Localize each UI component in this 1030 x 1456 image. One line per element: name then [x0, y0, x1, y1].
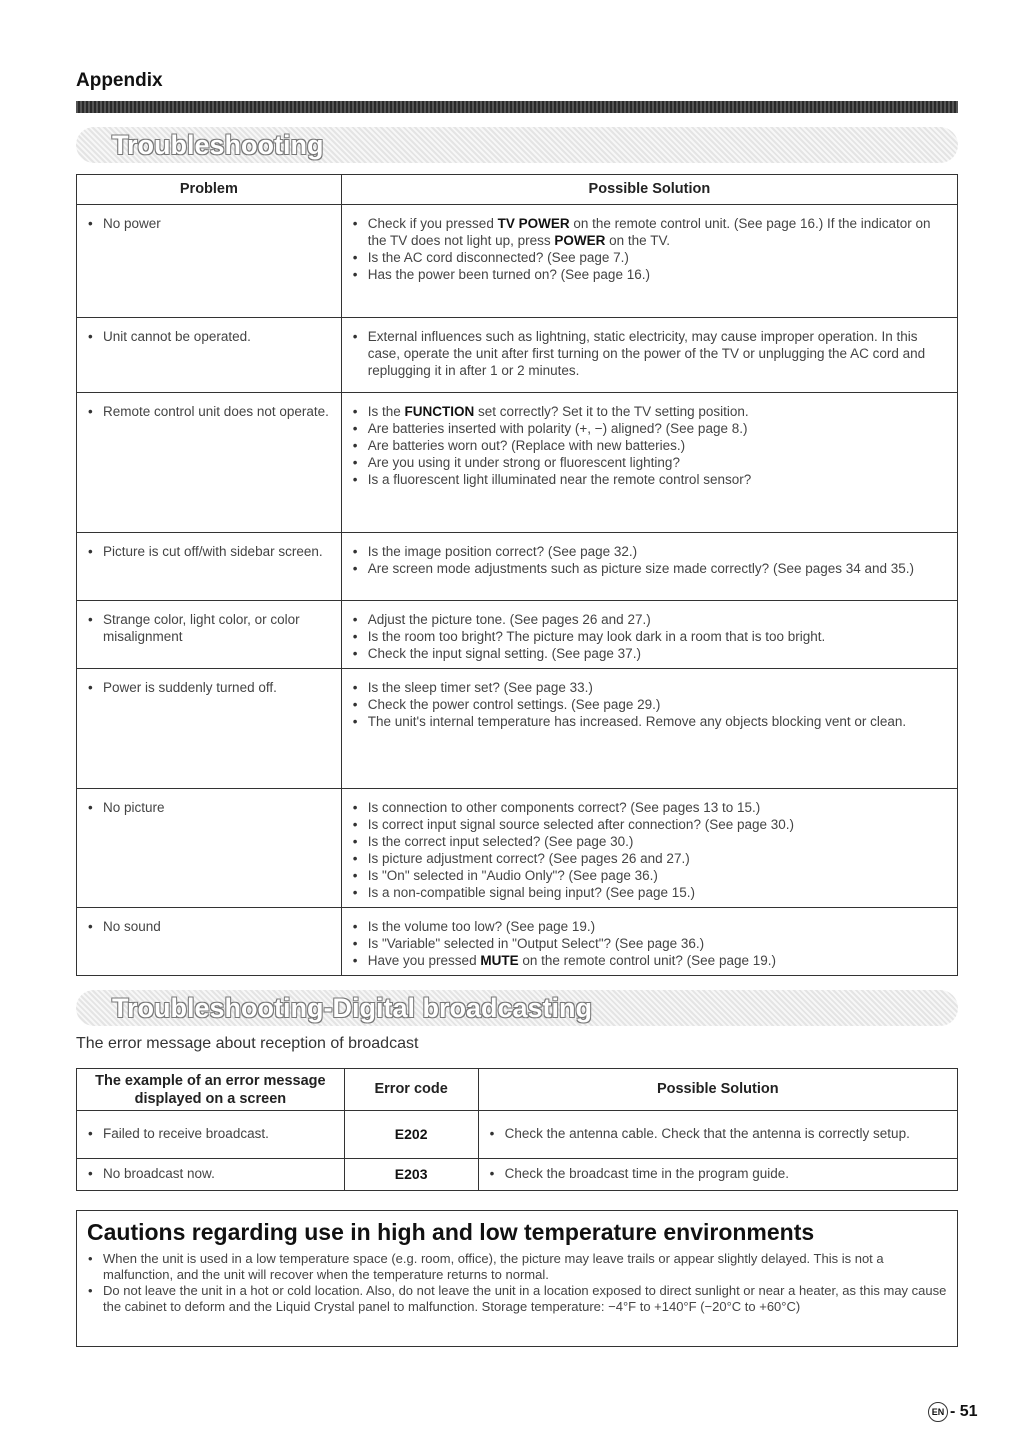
solution-item: • Check if you pressed TV POWER on the remote control unit. (See page 16.) If the indicator on the TV does not light up, press POWER on the TV.	[352, 215, 953, 249]
page-number	[928, 1402, 978, 1422]
solution-item: • Check the input signal setting. (See page 37.)	[352, 645, 953, 662]
error-solution-text: • Check the broadcast time in the program guide.	[489, 1165, 953, 1182]
problem-text: • No sound	[87, 918, 335, 935]
troubleshooting-title: Troubleshooting	[112, 130, 324, 160]
col-error-message: The example of an error message displayed on a screen	[77, 1069, 345, 1111]
solution-item: • Are batteries worn out? (Replace with new batteries.)	[352, 437, 953, 454]
solution-item: • Is correct input signal source selected after connection? (See page 30.)	[352, 816, 953, 833]
cautions-list	[87, 1251, 947, 1315]
problem-cell	[77, 318, 342, 393]
solution-cell	[341, 533, 957, 601]
problem-text: • No power	[87, 215, 335, 232]
solution-item: • Is a non-compatible signal being input? (See page 15.)	[352, 884, 953, 901]
solution-item: • Is the sleep timer set? (See page 33.)	[352, 679, 953, 696]
solution-cell	[341, 908, 957, 976]
troubleshooting-banner	[76, 127, 958, 163]
problem-text: • Remote control unit does not operate.	[87, 403, 335, 420]
table-row	[77, 669, 958, 789]
solution-item: • Are you using it under strong or fluorescent lighting?	[352, 454, 953, 471]
solution-cell	[341, 789, 957, 908]
cautions-box	[76, 1210, 958, 1347]
error-solution-cell	[478, 1159, 957, 1191]
table-row	[77, 205, 958, 318]
solution-item: • The unit's internal temperature has increased. Remove any objects blocking vent or clean.	[352, 713, 953, 730]
solution-item: • Is connection to other components correct? (See pages 13 to 15.)	[352, 799, 953, 816]
error-message-text: • Failed to receive broadcast.	[87, 1125, 338, 1142]
problem-cell	[77, 205, 342, 318]
solution-item: • Is "On" selected in "Audio Only"? (See page 36.)	[352, 867, 953, 884]
solution-cell	[341, 669, 957, 789]
solution-item: • Are batteries inserted with polarity (+, −) aligned? (See page 8.)	[352, 420, 953, 437]
col-digital-solution: Possible Solution	[478, 1069, 957, 1111]
language-badge: EN	[928, 1402, 948, 1422]
header-rule	[76, 101, 958, 113]
error-message-cell	[77, 1111, 345, 1159]
solution-cell	[341, 205, 957, 318]
error-code-table	[76, 1068, 958, 1191]
solution-cell	[341, 393, 957, 533]
error-solution-text: • Check the antenna cable. Check that the antenna is correctly setup.	[489, 1125, 953, 1142]
col-problem: Problem	[77, 175, 342, 205]
problem-text: • Unit cannot be operated.	[87, 328, 335, 345]
error-code-cell: E203	[344, 1159, 478, 1191]
problem-text: • Picture is cut off/with sidebar screen.	[87, 543, 335, 560]
table-row	[77, 908, 958, 976]
table-row	[77, 318, 958, 393]
solution-item: • Has the power been turned on? (See page 16.)	[352, 266, 953, 283]
col-solution: Possible Solution	[341, 175, 957, 205]
section-label: Appendix	[76, 70, 163, 91]
table-row	[77, 533, 958, 601]
table-row	[77, 1111, 958, 1159]
solution-cell	[341, 318, 957, 393]
problem-cell	[77, 393, 342, 533]
digital-banner	[76, 990, 958, 1026]
table-row	[77, 1159, 958, 1191]
page-number-text: - 51	[950, 1403, 978, 1421]
digital-title: Troubleshooting-Digital broadcasting	[112, 993, 593, 1023]
table-row	[77, 393, 958, 533]
table-row	[77, 789, 958, 908]
solution-item: • Adjust the picture tone. (See pages 26 and 27.)	[352, 611, 953, 628]
problem-text: • Strange color, light color, or color misalignment	[87, 611, 335, 645]
problem-cell	[77, 908, 342, 976]
solution-item: • Are screen mode adjustments such as picture size made correctly? (See pages 34 and 35.)	[352, 560, 953, 577]
caution-item: • Do not leave the unit in a hot or cold location. Also, do not leave the unit in a location exposed to direct sunlight or near a heater, as this may cause the cabinet to deform and the Liquid Crystal panel to malfunction. Storage temperature: −4°F to +140°F (−20°C to +60°C)	[87, 1283, 947, 1315]
caution-item: • When the unit is used in a low temperature space (e.g. room, office), the picture may leave trails or appear slightly delayed. This is not a malfunction, and the unit will recover when the temperature returns to normal.	[87, 1251, 947, 1283]
col-error-code: Error code	[344, 1069, 478, 1111]
solution-item: • Is picture adjustment correct? (See pages 26 and 27.)	[352, 850, 953, 867]
cautions-title: Cautions regarding use in high and low temperature environments	[87, 1219, 815, 1245]
problem-cell	[77, 533, 342, 601]
solution-item: • Is the volume too low? (See page 19.)	[352, 918, 953, 935]
digital-subtitle: The error message about reception of broadcast	[76, 1035, 419, 1052]
error-message-cell	[77, 1159, 345, 1191]
solution-item: • Is the FUNCTION set correctly? Set it to the TV setting position.	[352, 403, 953, 420]
solution-item: • Is a fluorescent light illuminated near the remote control sensor?	[352, 471, 953, 488]
solution-item: • External influences such as lightning, static electricity, may cause improper operation. In this case, operate the unit after first turning on the power of the TV or unplugging the AC cord and replugging it in after 1 or 2 minutes.	[352, 328, 953, 379]
solution-item: • Is the correct input selected? (See page 30.)	[352, 833, 953, 850]
table-row	[77, 601, 958, 669]
problem-text: • Power is suddenly turned off.	[87, 679, 335, 696]
problem-cell	[77, 669, 342, 789]
solution-item: • Have you pressed MUTE on the remote control unit? (See page 19.)	[352, 952, 953, 969]
error-message-text: • No broadcast now.	[87, 1165, 338, 1182]
solution-cell	[341, 601, 957, 669]
solution-item: • Check the power control settings. (See page 29.)	[352, 696, 953, 713]
solution-item: • Is the AC cord disconnected? (See page 7.)	[352, 249, 953, 266]
troubleshooting-table	[76, 174, 958, 976]
problem-cell	[77, 789, 342, 908]
problem-text: • No picture	[87, 799, 335, 816]
problem-cell	[77, 601, 342, 669]
solution-item: • Is the image position correct? (See page 32.)	[352, 543, 953, 560]
solution-item: • Is "Variable" selected in "Output Select"? (See page 36.)	[352, 935, 953, 952]
error-solution-cell	[478, 1111, 957, 1159]
solution-item: • Is the room too bright? The picture may look dark in a room that is too bright.	[352, 628, 953, 645]
error-code-cell: E202	[344, 1111, 478, 1159]
